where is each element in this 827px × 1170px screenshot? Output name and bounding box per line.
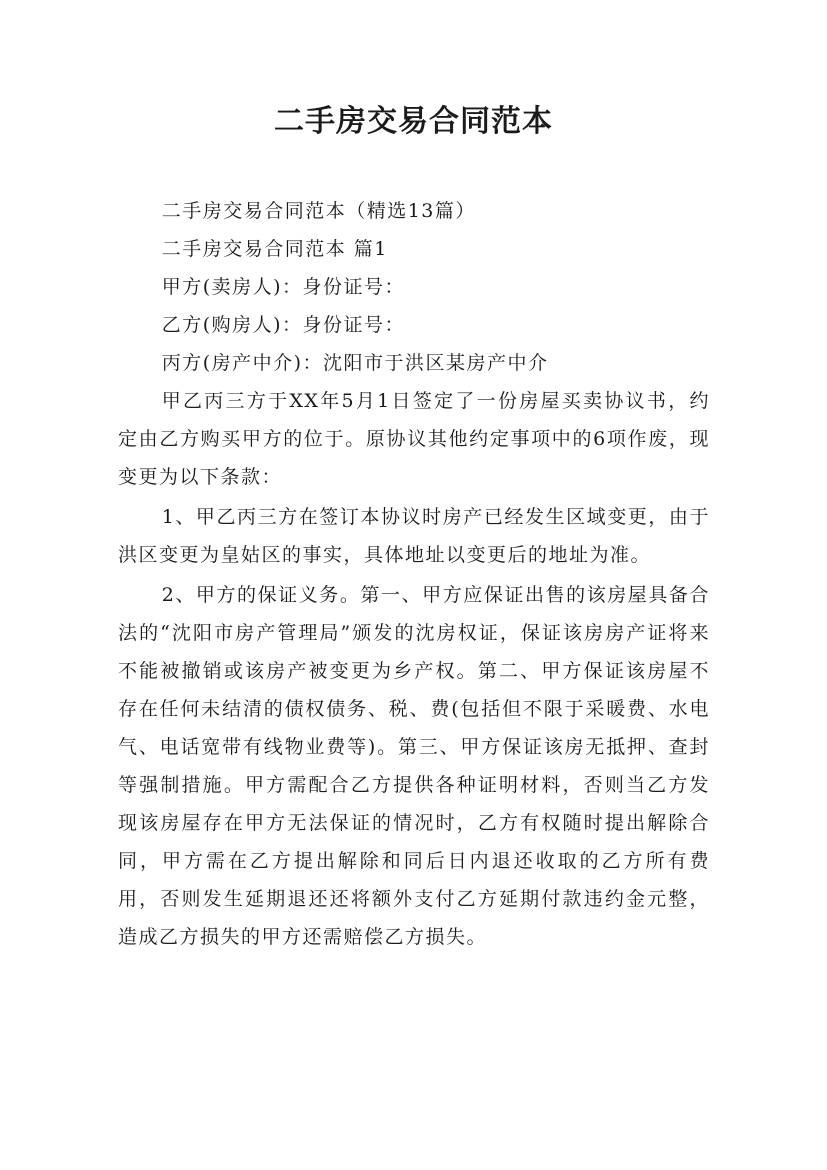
party-b-line: 乙方(购房人)：身份证号： <box>161 314 406 336</box>
clause-1-paragraph: 1、甲乙丙三方在签订本协议时房产已经发生区域变更，由于洪区变更为皇姑区的事实，具体地址以变更后的地址为准。 <box>118 506 710 566</box>
document-body <box>118 192 710 956</box>
party-a-line: 甲方(卖房人)：身份证号： <box>161 276 406 298</box>
party-c-line: 丙方(房产中介)：沈阳市于洪区某房产中介 <box>161 352 549 374</box>
document-title: 二手房交易合同范本 <box>274 104 553 139</box>
document-subtitle: 二手房交易合同范本（精选13篇） <box>161 200 476 222</box>
intro-paragraph: 甲乙丙三方于XX年5月1日签定了一份房屋买卖协议书，约定由乙方购买甲方的位于。原协议其他约定事项中的6项作废，现变更为以下条款： <box>118 390 710 488</box>
clause-2-paragraph: 2、甲方的保证义务。第一、甲方应保证出售的该房屋具备合法的“沈阳市房产管理局”颁发的沈房权证，保证该房房产证将来不能被撤销或该房产被变更为乡产权。第二、甲方保证该房屋不存在任何未结清的债权债务、税、费(包括但不限于采暖费、水电气、电话宽带有线物业费等)。第三、甲方保证该房无抵押、查封等强制措施。甲方需配合乙方提供各种证明材料，否则当乙方发现该房屋存在甲方无法保证的情况时，乙方有权随时提出解除合同，甲方需在乙方提出解除和同后日内退还收取的乙方所有费用，否则发生延期退还还将额外支付乙方延期付款违约金元整，造成乙方损失的甲方还需赔偿乙方损失。 <box>118 584 710 948</box>
section-heading: 二手房交易合同范本 篇1 <box>161 238 388 260</box>
